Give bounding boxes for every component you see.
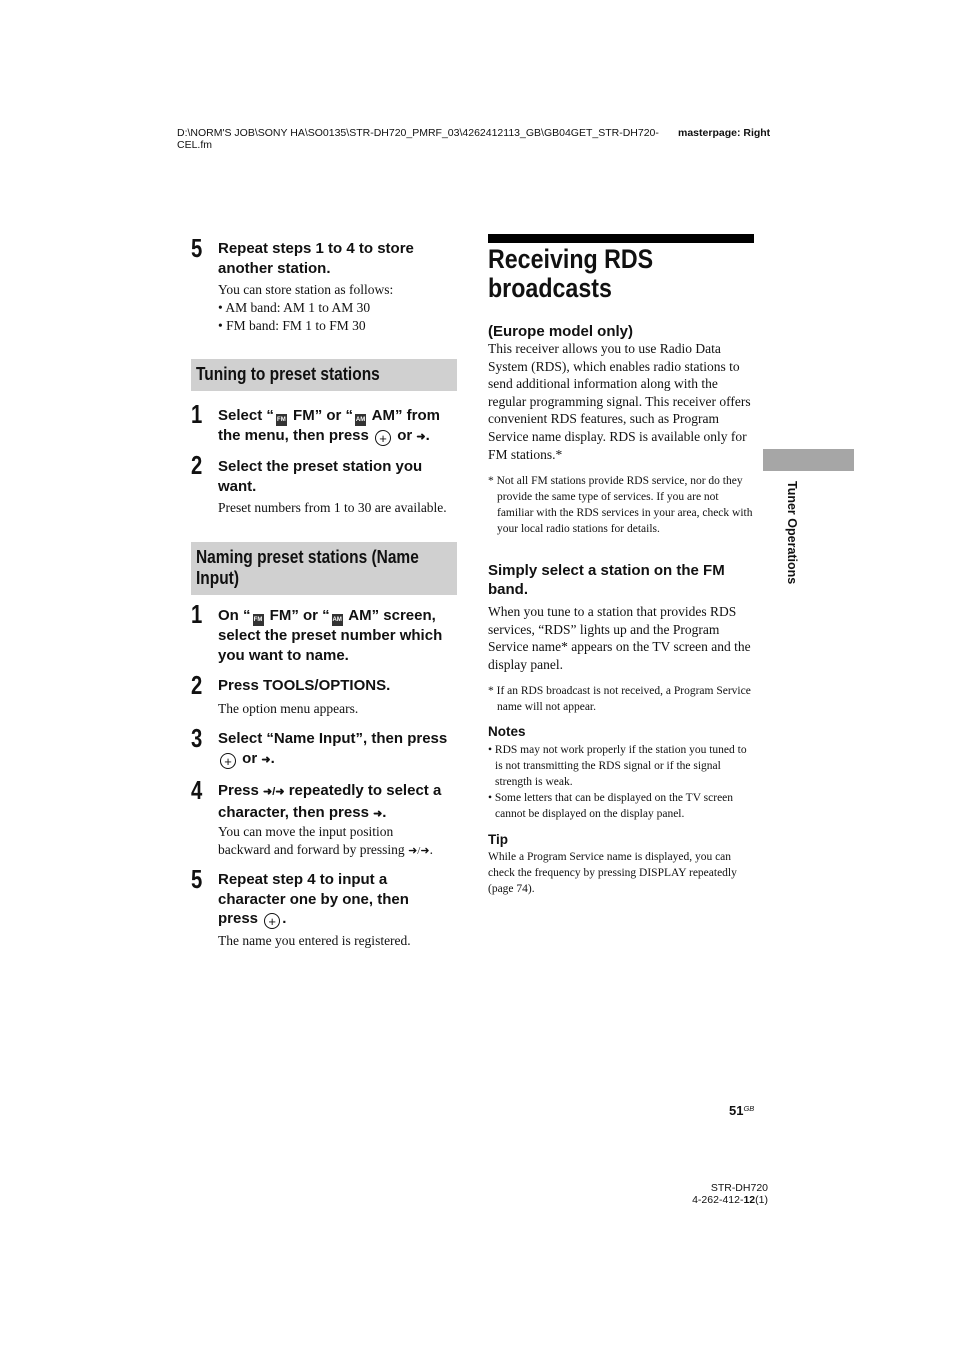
step-title: Repeat step 4 to input a character one by one, then press + .: [218, 871, 409, 929]
header-file-path: D:\NORM'S JOB\SONY HA\SO0135\STR-DH720_PMRF_03\4262412113_GB\GB04GET_STR-DH720-CEL.fm: [177, 127, 659, 151]
section-heading-text: Tuning to preset stations: [196, 364, 380, 384]
am-band-icon: AM: [332, 614, 343, 626]
left-right-arrow-icon: ➜/➜: [408, 845, 430, 857]
step-body: You can move the input position backward and forward by pressing ➜/➜.: [218, 824, 433, 857]
model-code: [660, 1182, 768, 1206]
right-arrow-icon: ➜: [261, 753, 271, 766]
tip-body: While a Program Service name is displayed, you can check the frequency by pressing DISPLAY repeatedly (page 74).: [488, 851, 737, 895]
step-title: On “ FM FM” or “ AM AM” screen, select the preset number which you want to name.: [218, 607, 443, 664]
right-arrow-icon: ➜: [416, 431, 426, 443]
step-title: Press ➜/➜ repeatedly to select a character, then press ➜.: [218, 782, 442, 821]
plus-button-icon: +: [375, 430, 391, 446]
footnote: * If an RDS broadcast is not received, a Program Service name will not appear.: [488, 685, 751, 713]
step-title: Select “Name Input”, then press + or ➜.: [218, 730, 448, 769]
plus-button-icon: +: [220, 753, 236, 769]
title-rule: [488, 234, 754, 243]
fm-band-icon: FM: [276, 414, 287, 426]
step-body: The name you entered is registered.: [218, 933, 411, 948]
step-title: Repeat steps 1 to 4 to store another station.: [218, 240, 414, 277]
section-heading-tuning: [191, 359, 457, 391]
fm-band-icon: FM: [253, 614, 264, 626]
section-tab-marker: [763, 449, 854, 471]
howto-body: When you tune to a station that provides RDS services, “RDS” lights up and the Program Service name* appears on the TV screen and the display panel.: [488, 604, 751, 672]
up-down-arrow-icon: ➜/➜: [263, 786, 285, 798]
step-body: Preset numbers from 1 to 30 are available.: [218, 500, 447, 515]
step-number: 2: [191, 450, 203, 480]
step-body: You can store station as follows:: [218, 282, 394, 297]
bullet-fm-band: • FM band: FM 1 to FM 30: [218, 318, 366, 333]
page-number-suffix: GB: [743, 1104, 755, 1113]
step-body: The option menu appears.: [218, 701, 359, 716]
step-number: 5: [191, 864, 203, 894]
step-number: 1: [191, 599, 203, 629]
subtitle: (Europe model only): [488, 323, 634, 340]
page-number: $51^{GB}$: [729, 1103, 755, 1118]
step-title: Press TOOLS/OPTIONS.: [218, 677, 391, 694]
step-title: Select the preset station you want.: [218, 458, 423, 495]
page-title: Receiving RDS broadcasts: [488, 244, 654, 303]
step-number: 1: [191, 399, 203, 429]
notes-heading: Notes: [488, 724, 526, 739]
footnote: * Not all FM stations provide RDS service, nor do they provide the same type of services. If you are not familiar with the RDS services in your area, check with your local radio stations for details.: [488, 475, 753, 535]
section-tab-label: Tuner Operations: [785, 481, 799, 585]
note-item: • RDS may not work properly if the station you tuned to is not transmitting the RDS signal or if the signal strength is weak.: [488, 744, 747, 788]
bullet-am-band: • AM band: AM 1 to AM 30: [218, 300, 371, 315]
step-number: 3: [191, 723, 203, 753]
plus-button-icon: +: [264, 913, 280, 929]
document-code: 4-262-412-12(1): [692, 1194, 768, 1206]
section-heading-text: Naming preset stations (Name Input): [196, 547, 419, 588]
section-heading-naming: [191, 542, 457, 595]
tip-heading: Tip: [488, 832, 508, 847]
intro-paragraph: This receiver allows you to use Radio Data System (RDS), which enables radio stations to send additional information along with the regular programming signal. This receiver offers convenient RDS features, such as Program Service name display. RDS is available only for FM stations.*: [488, 341, 751, 462]
step-title: Select “ FM FM” or “ AM AM” from the menu, then press + or ➜.: [218, 407, 440, 446]
header-masterpage: masterpage: Right: [678, 127, 771, 139]
right-arrow-icon: ➜: [373, 807, 383, 820]
note-item: • Some letters that can be displayed on the TV screen cannot be displayed on the display panel.: [488, 792, 734, 820]
howto-heading: Simply select a station on the FM band.: [488, 562, 725, 598]
am-band-icon: AM: [355, 414, 366, 426]
model-name: STR-DH720: [710, 1182, 768, 1194]
step-number: 5: [191, 233, 203, 263]
step-number: 2: [191, 670, 203, 700]
step-number: 4: [191, 775, 203, 805]
